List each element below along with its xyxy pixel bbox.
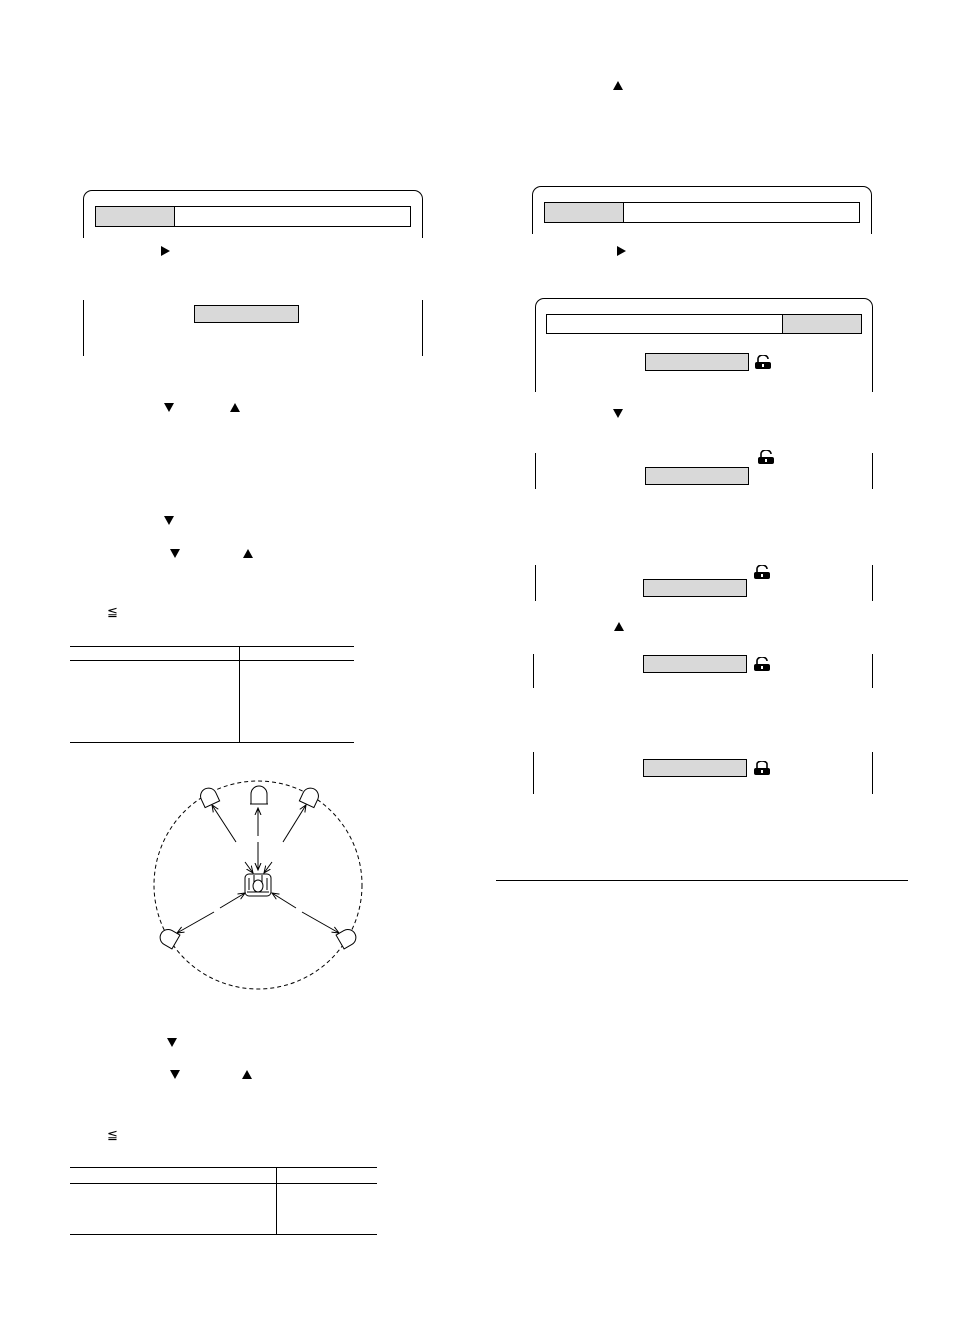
triangle-up-icon bbox=[614, 622, 624, 631]
osd-value-field bbox=[645, 353, 749, 371]
osd-value-field bbox=[643, 579, 747, 597]
table-2-bottom-rule bbox=[70, 1234, 377, 1235]
osd-menu-tab-active bbox=[782, 315, 861, 333]
triangle-right-icon bbox=[617, 246, 626, 256]
osd-value-field bbox=[645, 467, 749, 485]
osd-menu-header-right-1 bbox=[544, 202, 860, 223]
osd-screen-left-edge bbox=[533, 654, 534, 688]
arrows bbox=[177, 805, 339, 933]
less-equal-symbol: ≦ bbox=[107, 604, 118, 619]
osd-screen-right-edge bbox=[872, 453, 873, 489]
lock-icon bbox=[753, 761, 771, 775]
table-1-column-divider bbox=[239, 646, 240, 742]
table-1-bottom-rule bbox=[70, 742, 354, 743]
osd-screen-left-edge bbox=[533, 752, 534, 794]
osd-menu-tab-active bbox=[96, 207, 175, 226]
speaker-placement-diagram bbox=[150, 778, 366, 993]
lock-icon bbox=[757, 450, 775, 464]
speaker-icon bbox=[157, 927, 180, 949]
speaker-icon bbox=[250, 786, 268, 804]
osd-value-field bbox=[643, 655, 747, 673]
speaker-icon bbox=[299, 785, 321, 807]
table-2-top-rule bbox=[70, 1167, 377, 1168]
osd-menu-title-field bbox=[547, 315, 782, 333]
osd-menu-header-right-2 bbox=[546, 314, 862, 334]
osd-screen-frame-right-2 bbox=[535, 298, 873, 392]
triangle-down-icon bbox=[170, 1070, 180, 1079]
osd-screen-left-edge bbox=[535, 453, 536, 489]
table-2-header-rule bbox=[70, 1183, 377, 1184]
table-2-column-divider bbox=[276, 1167, 277, 1234]
osd-value-field bbox=[194, 305, 299, 323]
table-1-top-rule bbox=[70, 646, 354, 647]
lock-icon bbox=[753, 565, 771, 579]
speaker-icon bbox=[198, 785, 220, 807]
osd-screen-right-edge bbox=[422, 300, 423, 356]
osd-menu-header-left bbox=[95, 206, 411, 227]
table-1-header-rule bbox=[70, 660, 354, 661]
osd-screen-left-edge bbox=[83, 300, 84, 356]
section-divider-rule bbox=[496, 880, 908, 881]
osd-screen-right-edge bbox=[872, 565, 873, 601]
osd-screen-left-edge bbox=[535, 565, 536, 601]
triangle-up-icon bbox=[613, 81, 623, 90]
osd-menu-title-field bbox=[624, 203, 859, 222]
osd-menu-tab-active bbox=[545, 203, 624, 222]
triangle-down-icon bbox=[167, 1038, 177, 1047]
osd-screen-right-edge bbox=[872, 654, 873, 688]
triangle-down-icon bbox=[170, 549, 180, 558]
triangle-up-icon bbox=[230, 403, 240, 412]
osd-value-field bbox=[643, 759, 747, 777]
osd-menu-title-field bbox=[175, 207, 410, 226]
listener-icon bbox=[245, 874, 271, 896]
triangle-up-icon bbox=[243, 549, 253, 558]
triangle-down-icon bbox=[613, 409, 623, 418]
osd-screen-right-edge bbox=[872, 752, 873, 794]
triangle-up-icon bbox=[242, 1070, 252, 1079]
triangle-right-icon bbox=[161, 246, 170, 256]
less-equal-symbol: ≦ bbox=[107, 1127, 118, 1142]
speaker-icon bbox=[336, 927, 359, 949]
lock-icon bbox=[754, 355, 772, 369]
lock-icon bbox=[753, 657, 771, 671]
triangle-down-icon bbox=[164, 403, 174, 412]
triangle-down-icon bbox=[164, 516, 174, 525]
